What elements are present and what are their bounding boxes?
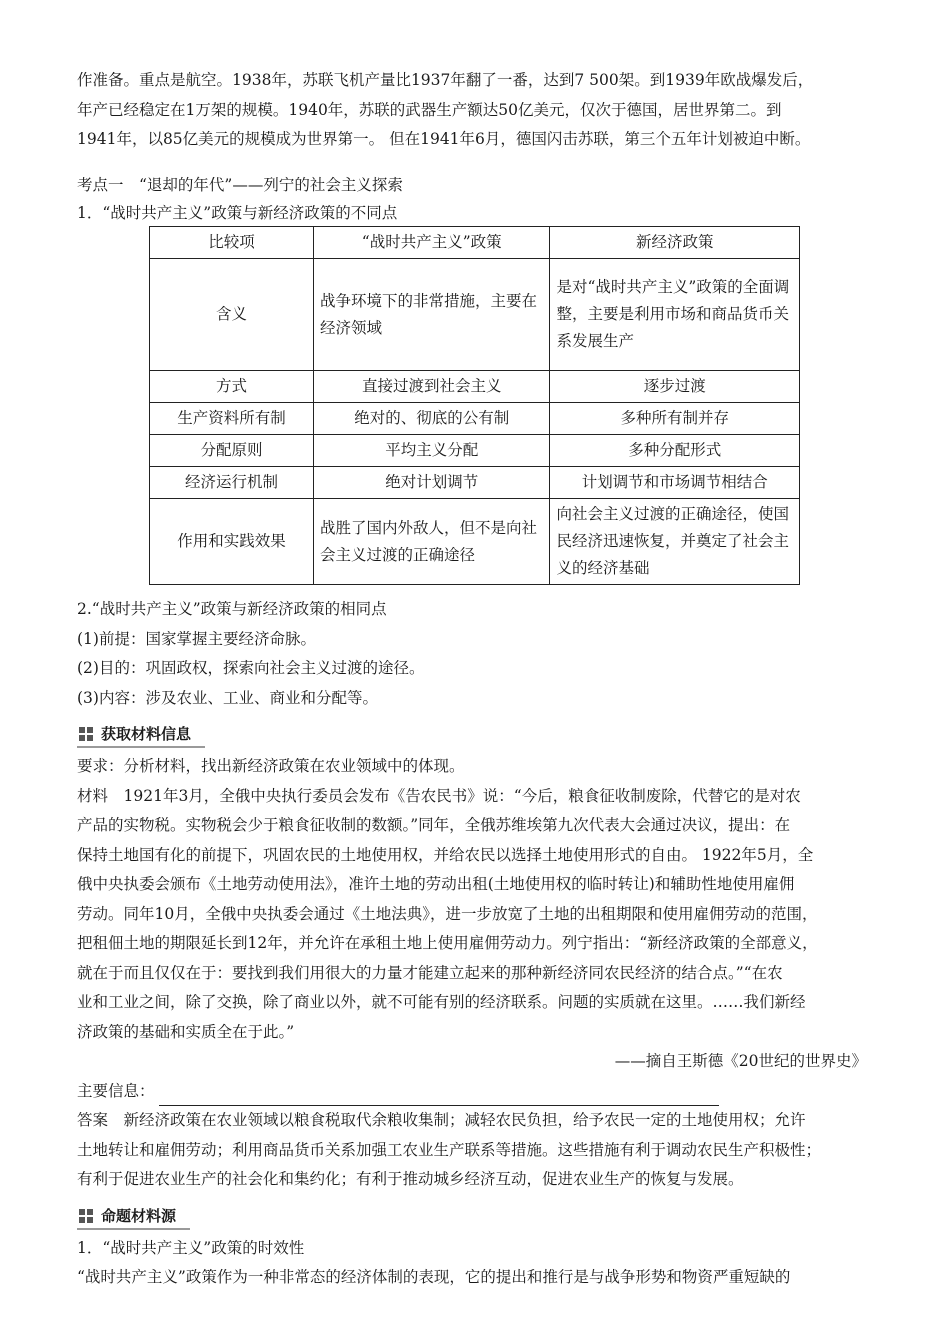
war-communism-cell: 战胜了国内外敌人，但不是向社会主义过渡的正确途径 (314, 499, 550, 585)
point-one-title: 1．“战时共产主义”政策与新经济政策的不同点 (77, 204, 398, 222)
same-points-title: 2.“战时共产主义”政策与新经济政策的相同点 (77, 600, 387, 618)
main-info-label: 主要信息： (77, 1081, 155, 1100)
section-heading-text: 命题材料源 (101, 1206, 177, 1225)
material-line: 把租佃土地的期限延长到12年，并允许在承租土地上使用雇佣劳动力。列宁指出：“新经济政策的全部意义， (77, 934, 818, 952)
material-line: 就在于而且仅仅在于：要找到我们用很大的力量才能建立起来的那种新经济同农民经济的结合点。”“在农 (77, 963, 783, 982)
requirement-text: 要求：分析材料，找出新经济政策在农业领域中的体现。 (77, 757, 465, 775)
nep-cell: 逐步过渡 (550, 371, 800, 403)
section-heading-text: 获取材料信息 (101, 725, 192, 743)
nep-cell: 向社会主义过渡的正确途径，使国民经济迅速恢复，并奠定了社会主义的经济基础 (550, 499, 800, 585)
material-line: 俄中央执委会颁布《土地劳动使用法》，准许土地的劳动出租(土地使用权的临时转让)和辅助性地使用雇佣 (77, 875, 795, 893)
material-line: 劳动。同年10月，全俄中央执委会通过《土地法典》，进一步放宽了土地的出租期限和使用雇佣劳动的范围， (77, 904, 818, 923)
source-citation: ——摘自王斯德《20世纪的世界史》 (614, 1052, 867, 1070)
comparison-table (149, 226, 800, 585)
table-row (150, 467, 800, 499)
table-row (150, 403, 800, 435)
source-point-title: 1．“战时共产主义”政策的时效性 (77, 1238, 305, 1257)
war-communism-cell: 战争环境下的非常措施，主要在经济领域 (314, 259, 550, 371)
answer-line: 土地转让和雇佣劳动；利用商品货币关系加强工农业生产联系等措施。这些措施有利于调动农民生产积极性； (77, 1140, 822, 1159)
table-row (150, 259, 800, 371)
material-line: 济政策的基础和实质全在于此。” (77, 1022, 295, 1041)
nep-cell: 多种分配形式 (550, 435, 800, 467)
intro-line: 1941年，以85亿美元的规模成为世界第一。 但在1941年6月，德国闪击苏联，第三个五年计划被迫中断。 (77, 130, 811, 148)
nep-cell: 多种所有制并存 (550, 403, 800, 435)
row-label: 生产资料所有制 (150, 403, 314, 435)
table-header-row (150, 227, 800, 259)
material-line: 产品的实物税。实物税会少于粮食征收制的数额。”同年，全俄苏维埃第九次代表大会通过决议，提出：在 (77, 816, 791, 834)
same-point-item: (2)目的：巩固政权，探索向社会主义过渡的途径。 (77, 659, 425, 677)
answer-line: 有利于促进农业生产的社会化和集约化；有利于推动城乡经济互动，促进农业生产的恢复与发展。 (77, 1170, 744, 1188)
topic-title: 考点一 “退却的年代”——列宁的社会主义探索 (77, 175, 403, 194)
material-line: 保持土地国有化的前提下，巩固农民的土地使用权，并给农民以选择土地使用形式的自由。 1922年5月，全 (77, 845, 814, 864)
war-communism-cell: 平均主义分配 (314, 435, 550, 467)
table-row (150, 499, 800, 585)
material-line: 材料 1921年3月，全俄中央执行委员会发布《告农民书》说：“今后，粮食征收制废除，代替它的是对农 (77, 786, 801, 805)
header-cell: 新经济政策 (550, 227, 800, 259)
header-cell: 比较项 (150, 227, 314, 259)
intro-paragraph (77, 66, 877, 155)
nep-cell: 是对“战时共产主义”政策的全面调整，主要是利用市场和商品货币关系发展生产 (550, 259, 800, 371)
source-text-line: “战时共产主义”政策作为一种非常态的经济体制的表现，它的提出和推行是与战争形势和物资严重短缺的 (77, 1268, 791, 1286)
row-label: 经济运行机制 (150, 467, 314, 499)
document-page (77, 66, 877, 1293)
header-cell: “战时共产主义”政策 (314, 227, 550, 259)
war-communism-cell: 直接过渡到社会主义 (314, 371, 550, 403)
same-point-item: (3)内容：涉及农业、工业、商业和分配等。 (77, 688, 378, 707)
nep-cell: 计划调节和市场调节相结合 (550, 467, 800, 499)
square-bullet-icon (79, 727, 93, 741)
row-label: 作用和实践效果 (150, 499, 314, 585)
war-communism-cell: 绝对计划调节 (314, 467, 550, 499)
table-row (150, 435, 800, 467)
material-line: 业和工业之间，除了交换，除了商业以外，就不可能有别的经济联系。问题的实质就在这里。……我们新经 (77, 993, 806, 1011)
section-heading-material-info (77, 719, 205, 748)
material-paragraph (77, 782, 877, 1048)
same-point-item: (1)前提：国家掌握主要经济命脉。 (77, 629, 316, 648)
intro-line: 年产已经稳定在1万架的规模。1940年，苏联的武器生产额达50亿美元，仅次于德国，居世界第二。到 (77, 100, 782, 119)
row-label: 含义 (150, 259, 314, 371)
square-bullet-icon (79, 1209, 93, 1223)
row-label: 方式 (150, 371, 314, 403)
answer-line: 答案 新经济政策在农业领域以粮食税取代余粮收集制；减轻农民负担，给予农民一定的土地使用权；允许 (77, 1111, 806, 1129)
answer-paragraph (77, 1106, 877, 1195)
table-row (150, 371, 800, 403)
main-info-row (77, 1077, 877, 1107)
war-communism-cell: 绝对的、彻底的公有制 (314, 403, 550, 435)
section-heading-material-source (77, 1201, 190, 1230)
row-label: 分配原则 (150, 435, 314, 467)
main-info-blank[interactable] (159, 1087, 719, 1106)
intro-line: 作准备。重点是航空。1938年，苏联飞机产量比1937年翻了一番，达到7 500架。到1939年欧战爆发后， (77, 71, 814, 89)
